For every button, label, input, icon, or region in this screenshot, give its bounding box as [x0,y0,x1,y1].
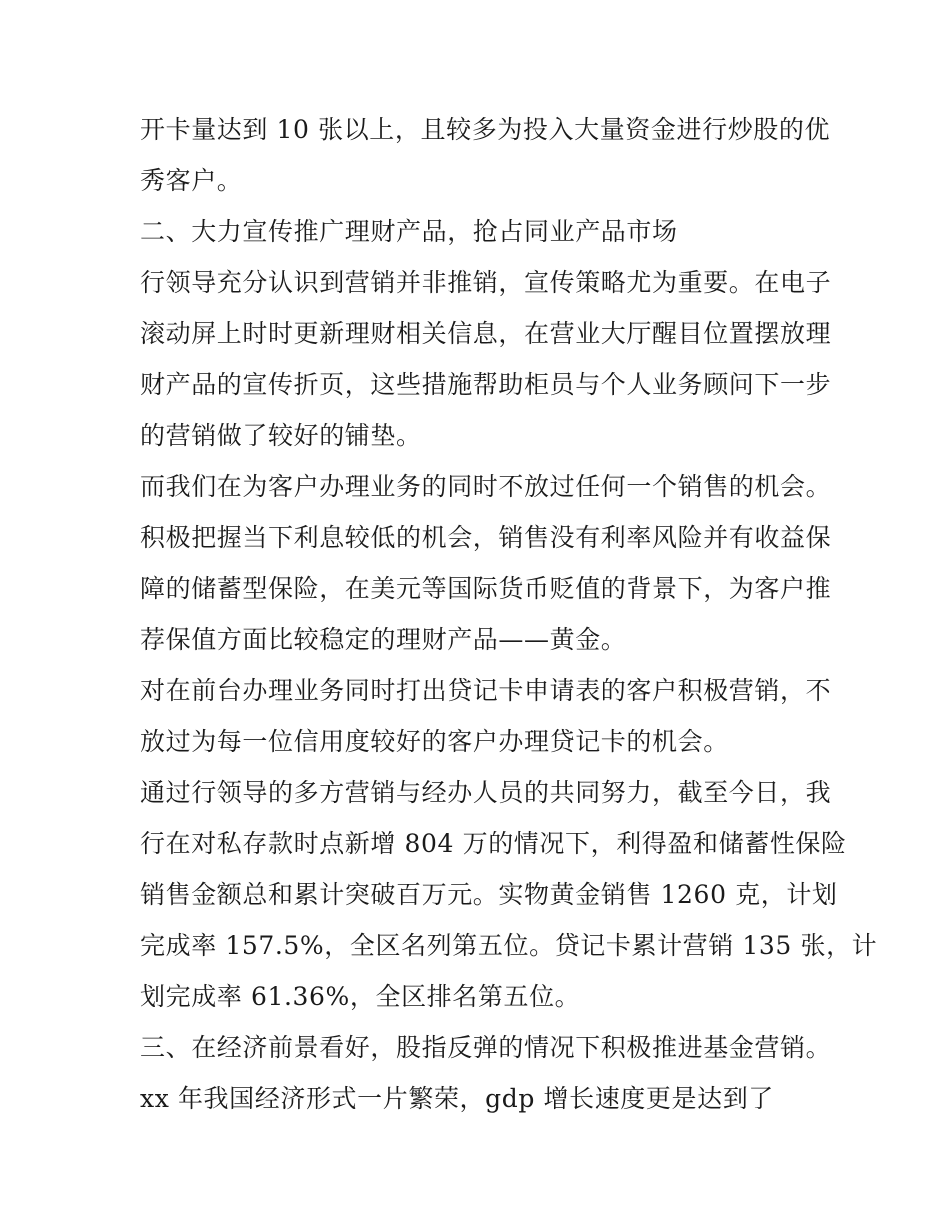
text-line-6: 财产品的宣传折页，这些措施帮助柜员与个人业务顾问下一步 [140,370,832,399]
text-line-20: xx 年我国经济形式一片繁荣，gdp 增长速度更是达到了 [140,1084,774,1113]
text-line-12: 对在前台办理业务同时打出贷记卡申请表的客户积极营销，不 [140,676,832,705]
text-line-4: 行领导充分认识到营销并非推销，宣传策略尤为重要。在电子 [140,268,832,297]
text-line-9: 积极把握当下利息较低的机会，销售没有利率风险并有收益保 [140,523,832,552]
section-heading-2: 二、大力宣传推广理财产品，抢占同业产品市场 [140,217,678,246]
text-line-13: 放过为每一位信用度较好的客户办理贷记卡的机会。 [140,727,729,756]
text-line-2: 秀客户。 [140,166,243,195]
text-line-15: 行在对私存款时点新增 804 万的情况下，利得盈和储蓄性保险 [140,829,847,858]
text-line-10: 障的储蓄型保险，在美元等国际货币贬值的背景下，为客户推 [140,574,832,603]
text-line-18: 划完成率 61.36%，全区排名第五位。 [140,982,581,1011]
text-line-11: 荐保值方面比较稳定的理财产品——黄金。 [140,625,627,654]
section-heading-3: 三、在经济前景看好，股指反弹的情况下积极推进基金营销。 [140,1033,832,1062]
text-line-14: 通过行领导的多方营销与经办人员的共同努力，截至今日，我 [140,778,832,807]
text-line-8: 而我们在为客户办理业务的同时不放过任何一个销售的机会。 [140,472,832,501]
text-line-5: 滚动屏上时时更新理财相关信息，在营业大厅醒目位置摆放理 [140,319,832,348]
document-body [140,104,878,1124]
text-line-16: 销售金额总和累计突破百万元。实物黄金销售 1260 克，计划 [140,880,838,909]
text-line-1: 开卡量达到 10 张以上，且较多为投入大量资金进行炒股的优 [140,115,831,144]
text-line-7: 的营销做了较好的铺垫。 [140,421,422,450]
text-line-17: 完成率 157.5%，全区名列第五位。贷记卡累计营销 135 张，计 [140,931,878,960]
